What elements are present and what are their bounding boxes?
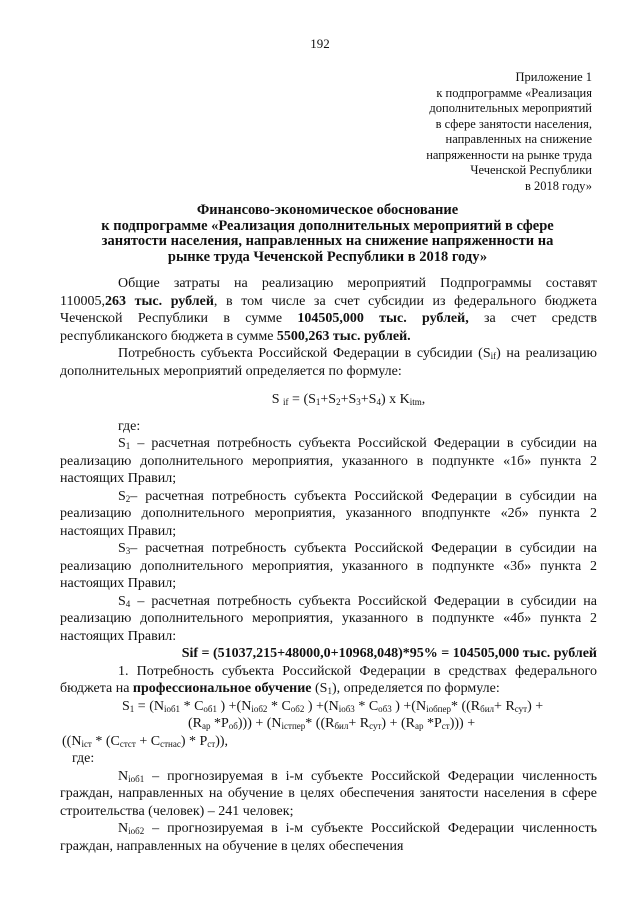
formula-sif: S $_{if} = (S_1+S_2+S_3+S_4)$ x $K_{itm}$,: [271, 392, 426, 407]
definition-s1: $S_1$ – расчетная потребность субъекта Российской Федерации в субсидии на реализацию дополнительного мероприятия, указанного в подпункте «1б» пункта 2 настоящих Правил;: [60, 436, 597, 486]
title-line: Финансово-экономическое обоснование: [196, 202, 459, 218]
appendix-line: Чеченской Республики: [470, 163, 592, 177]
where-label-2: где:: [72, 751, 95, 766]
definition-s2: $S_2-$ расчетная потребность субъекта Российской Федерации в субсидии на реализацию дополнительного мероприятия, указанного вподпункте «2б» пункта 2 настоящих Правил;: [60, 488, 597, 539]
appendix-line: в сфере занятости населения,: [435, 116, 592, 131]
appendix-line: Приложение 1: [515, 70, 592, 84]
intro-text: Общие затраты на реализацию мероприятий Подпрограммы составят 110005,: [60, 276, 597, 309]
need-text: Потребность субъекта Российской Федерации в субсидии (S: [118, 346, 491, 361]
intro-paragraph: [60, 275, 597, 345]
title-line: рынке труда Чеченской Республики в 2018 году»: [167, 248, 488, 265]
intro-bold: 263 тыс. рублей: [104, 293, 214, 309]
title-line: занятости населения, направленных на снижение напряженности на: [101, 233, 554, 249]
appendix-line: направленных на снижение: [445, 132, 592, 146]
intro-bold: 5500,263 тыс. рублей.: [276, 328, 411, 344]
where-label: где:: [118, 418, 141, 434]
intro-bold: 104505,000 тыс. рублей,: [297, 311, 469, 326]
page-number: 192: [310, 36, 330, 51]
formula-s1-line-2: ($R_{ар}$ $*P_{об}))) + (N_{iстпер}*$ ($(R_{бил}+ R_{сут}) + (R_{ар}$ $*P_{ст}$))) +: [188, 716, 476, 731]
appendix-line: в 2018 году»: [524, 178, 592, 193]
formula-s1-line-1: $S_1 = (N_{iоб1} * C_{об1}$ ) $+(N_{iоб2} * C_{об2}$ ) $+(N_{iоб3} * C_{об3}$ ) $+(N_{iобпер}*$ ($(R_{бил}+ R_{сут})$ +: [122, 698, 544, 714]
definition-niob1: $N_{iоб1}$ – прогнозируемая в i-м субъекте Российской Федерации численность граждан, направленных на обучение в целях обеспечения занятости населения в сфере строительства (человек) – 241 человек;: [60, 768, 597, 819]
definition-niob2: $N_{iоб2}$ – прогнозируемая в i-м субъекте Российской Федерации численность граждан, направленных на обучение в целях обеспечения: [60, 821, 597, 854]
need-paragraph: [60, 345, 597, 380]
section-1-paragraph: 1. Потребность субъекта Российской Федерации в средствах федерального бюджета на профессиональное обучение $(S_1)$, определяется по формуле:: [60, 663, 597, 696]
subscript: if: [490, 351, 497, 361]
title-line: к подпрограмме «Реализация дополнительных мероприятий в сфере: [101, 217, 554, 234]
definition-s3: $S_3-$ расчетная потребность субъекта Российской Федерации в субсидии на реализацию дополнительного мероприятия, указанного в подпункте «3б» пункта 2 настоящих Правил;: [60, 541, 597, 591]
document-title: [60, 203, 595, 265]
sif-calculation: Sif = (51037,215+48000,0+10968,048)*95% = 104505,000 тыс. рублей: [181, 646, 597, 661]
document-body: [60, 275, 597, 855]
appendix-line: к подпрограмме «Реализация: [436, 85, 592, 100]
appendix-note: [372, 70, 592, 194]
intro-text: за счет средств республиканского бюджета в сумме: [60, 311, 597, 344]
definition-s4: $S_4$ – расчетная потребность субъекта Российской Федерации в субсидии на реализацию дополнительного мероприятия, указанного в подпункте «4б» пункта 2 настоящих Правил:: [60, 593, 597, 644]
formula-s1-line-3: $((N_{iст} * (C_{стст} + C_{стнас}) * P_{ст}))$,: [62, 733, 229, 749]
appendix-line: дополнительных мероприятий: [429, 101, 592, 115]
intro-text: , в том числе за счет субсидии из федерального бюджета Чеченской Республики в сумме: [60, 293, 597, 326]
need-text: ) на реализацию дополнительных мероприятий определяется по формуле:: [60, 346, 597, 379]
appendix-line: напряженности на рынке труда: [426, 147, 592, 162]
